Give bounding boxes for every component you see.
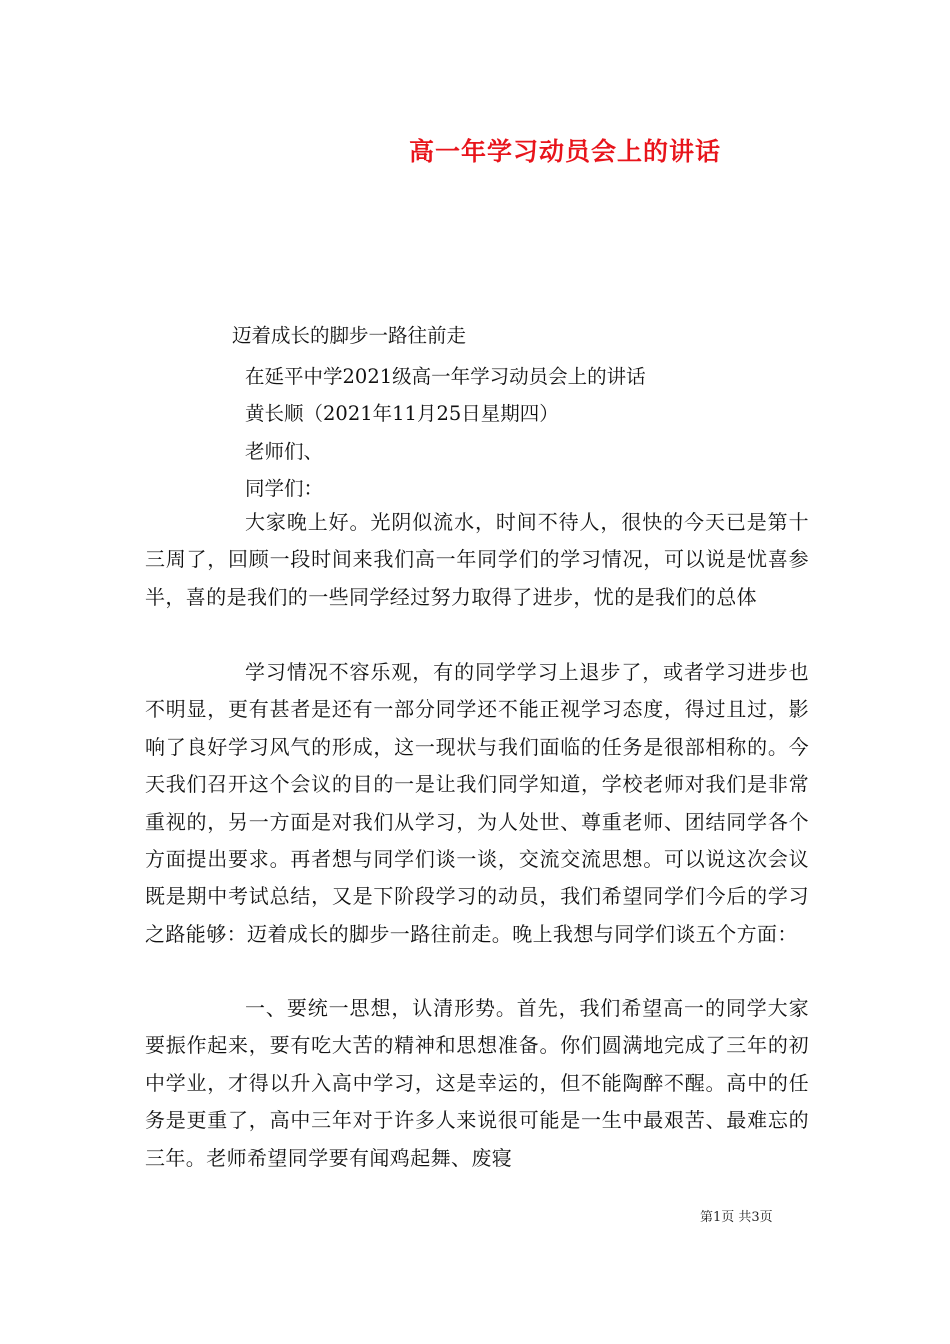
salutation-students: 同学们： — [245, 477, 324, 500]
document-title: 高一年学习动员会上的讲话 — [408, 137, 721, 166]
paragraph: 一、要统一思想，认清形势。首先，我们希望高一的同学大家要振作起来，要有吃大苦的精神和思想准备。你们圆满地完成了三年的初中学业，才得以升入高中学习，这是幸运的，但不能陶醉不醒。高中的任务是更重了，高中三年对于许多人来说很可能是一生中最艰苦、最难忘的三年。老师希望同学要有闻鸡起舞、废寝 — [145, 996, 809, 1170]
page-number: 第1页 共3页 — [700, 1210, 773, 1225]
occasion-line: 在延平中学2021级高一年学习动员会上的讲话 — [245, 365, 646, 388]
paragraph: 大家晚上好。光阴似流水，时间不待人，很快的今天已是第十三周了，回顾一段时间来我们高一年同学们的学习情况，可以说是忧喜参半，喜的是我们的一些同学经过努力取得了进步，忧的是我们的总体 — [145, 510, 809, 609]
subtitle-line: 迈着成长的脚步一路往前走 — [232, 324, 467, 347]
paragraph-3-block — [145, 990, 809, 1177]
paragraph: 学习情况不容乐观，有的同学学习上退步了，或者学习进步也不明显，更有甚者是还有一部分同学还不能正视学习态度，得过且过，影响了良好学习风气的形成，这一现状与我们面临的任务是很部相称的。今天我们召开这个会议的目的一是让我们同学知道，学校老师对我们是非常重视的，另一方面是对我们从学习，为人处世、尊重老师、团结同学各个方面提出要求。再者想与同学们谈一谈，交流交流思想。可以说这次会议既是期中考试总结，又是下阶段学习的动员，我们希望同学们今后的学习之路能够：迈着成长的脚步一路往前走。晚上我想与同学们谈五个方面： — [145, 660, 809, 946]
salutation-teachers: 老师们、 — [245, 440, 324, 463]
paragraph-1-block — [145, 504, 809, 616]
paragraph-2-block — [145, 654, 809, 953]
author-date-line: 黄长顺（2021年11月25日星期四） — [245, 402, 559, 425]
